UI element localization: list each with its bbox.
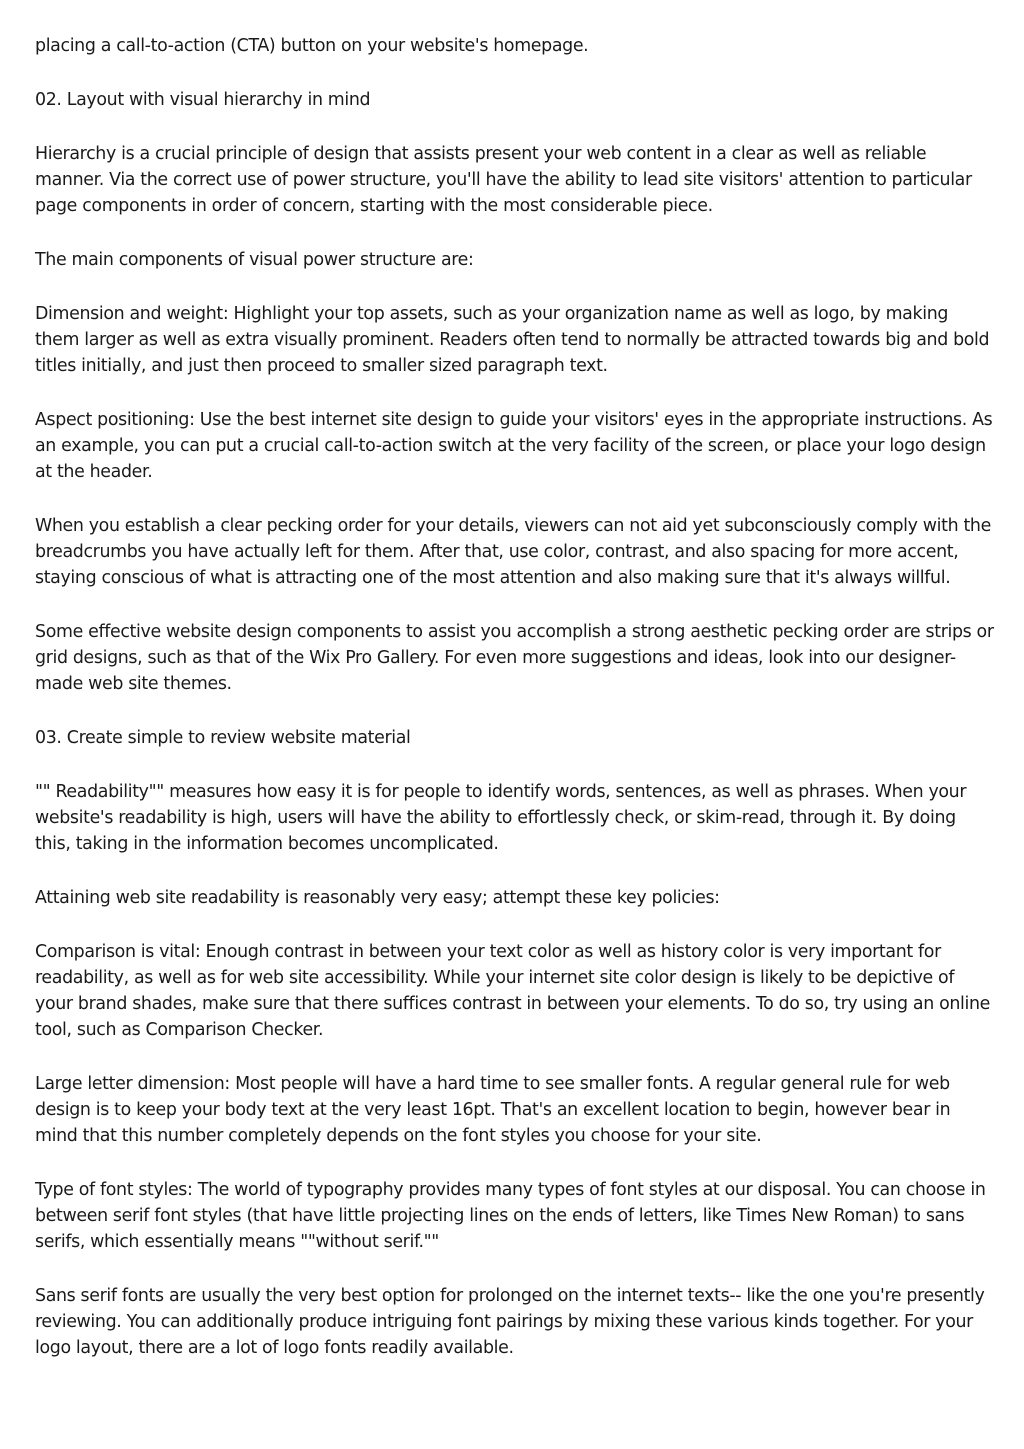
paragraph-aspect-positioning: Aspect positioning: Use the best internet site design to guide your visitors' eyes in the appropriate instructions. As an example, you can put a crucial call-to-action switch at the very facility of the screen, or place your logo design at the header. bbox=[35, 410, 993, 482]
paragraph-font-types: Type of font styles: The world of typography provides many types of font styles at our disposal. You can choose in between serif font styles (that have little projecting lines on the ends of letters, like Times New Roman) to sans serifs, which essentially means ""without serif."" bbox=[35, 1180, 986, 1252]
paragraph-dimension-weight: Dimension and weight: Highlight your top assets, such as your organization name as well as logo, by making them larger as well as extra visually prominent. Readers often tend to normally be attracted towards big and bold titles initially, and just then proceed to smaller sized paragraph text. bbox=[35, 304, 990, 376]
document-page bbox=[35, 33, 995, 1389]
paragraph-letter-size: Large letter dimension: Most people will have a hard time to see smaller fonts. A regular general rule for web design is to keep your body text at the very least 16pt. That's an excellent location to begin, however bear in mind that this number completely depends on the font styles you choose for your site. bbox=[35, 1074, 951, 1146]
paragraph-contrast: Comparison is vital: Enough contrast in between your text color as well as history color is very important for readability, as well as for web site accessibility. While your internet site color design is likely to be depictive of your brand shades, make sure that there suffices contrast in between your elements. To do so, try using an online tool, such as Comparison Checker. bbox=[35, 942, 991, 1040]
paragraph-pecking-order: When you establish a clear pecking order for your details, viewers can not aid yet subconsciously comply with the breadcrumbs you have actually left for them. After that, use color, contrast, and also spacing for more accent, staying conscious of what is attracting one of the most attention and also making sure that it's always willful. bbox=[35, 516, 991, 588]
section-heading-readable-material: 03. Create simple to review website material bbox=[35, 728, 411, 748]
paragraph-readability: "" Readability"" measures how easy it is for people to identify words, sentences, as well as phrases. When your website's readability is high, users will have the ability to effortlessly check, or skim-read, through it. By doing this, taking in the information becomes uncomplicated. bbox=[35, 782, 967, 854]
paragraph-hierarchy-principle: Hierarchy is a crucial principle of design that assists present your web content in a clear as well as reliable manner. Via the correct use of power structure, you'll have the ability to lead site visitors' attention to particular page components in order of concern, starting with the most considerable piece. bbox=[35, 144, 972, 216]
paragraph-sans-serif: Sans serif fonts are usually the very best option for prolonged on the internet texts-- like the one you're presently reviewing. You can additionally produce intriguing font pairings by mixing these various kinds together. For your logo layout, there are a lot of logo fonts readily available. bbox=[35, 1286, 985, 1358]
paragraph-attaining-readability: Attaining web site readability is reasonably very easy; attempt these key policies: bbox=[35, 888, 720, 908]
paragraph-main-components: The main components of visual power structure are: bbox=[35, 250, 474, 270]
section-heading-visual-hierarchy: 02. Layout with visual hierarchy in mind bbox=[35, 90, 371, 110]
paragraph-design-components: Some effective website design components to assist you accomplish a strong aesthetic pecking order are strips or grid designs, such as that of the Wix Pro Gallery. For even more suggestions and ideas, look into our designer-made web site themes. bbox=[35, 622, 994, 694]
paragraph-cta-continuation: placing a call-to-action (CTA) button on your website's homepage. bbox=[35, 36, 589, 56]
